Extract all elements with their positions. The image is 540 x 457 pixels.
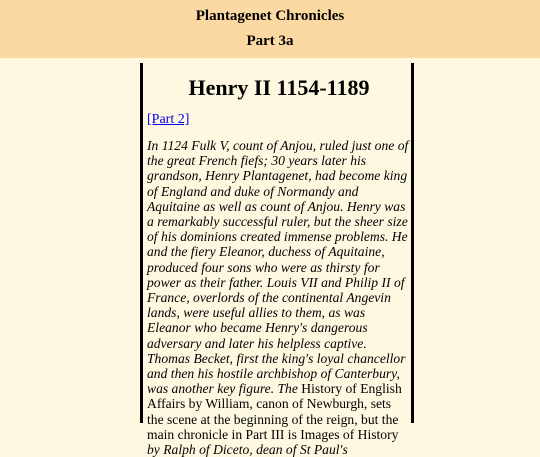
part-2-link[interactable]: [Part 2] — [147, 112, 190, 127]
main-content-column — [140, 63, 414, 457]
content-inner — [147, 63, 411, 457]
intro-roman-text: History of English Affairs by William, canon of Newburgh, sets the scene at the beginning of the reign, but the main chronicle in Part III is Images of History — [147, 381, 402, 442]
intro-paragraph — [147, 138, 411, 457]
page-header — [0, 0, 540, 58]
intro-italic-text-2: by Ralph of Diceto, dean of St Paul's — [147, 442, 348, 457]
intro-italic-text: In 1124 Fulk V, count of Anjou, ruled just one of the great French fiefs; 30 years later his grandson, Henry Plantagenet, had become king of England and duke of Normandy and Aquitaine as well as count of Anjou. Henry was a remarkably successful ruler, but the sheer size of his dominions created immense problems. He and the fiery Eleanor, duchess of Aquitaine, produced four sons who were as thirsty for power as their father. Louis VII and Philip II of France, overlords of the continental Angevin lands, were useful allies to them, as was Eleanor who became Henry's dangerous adversary and later his helpless captive. Thomas Becket, first the king's loyal chancellor and then his hostile archbishop of Canterbury, was another key figure. The — [147, 138, 409, 397]
part-subtitle: Part 3a — [246, 33, 294, 49]
page-heading: Henry II 1154-1189 — [188, 75, 370, 100]
site-title: Plantagenet Chronicles — [195, 8, 345, 24]
